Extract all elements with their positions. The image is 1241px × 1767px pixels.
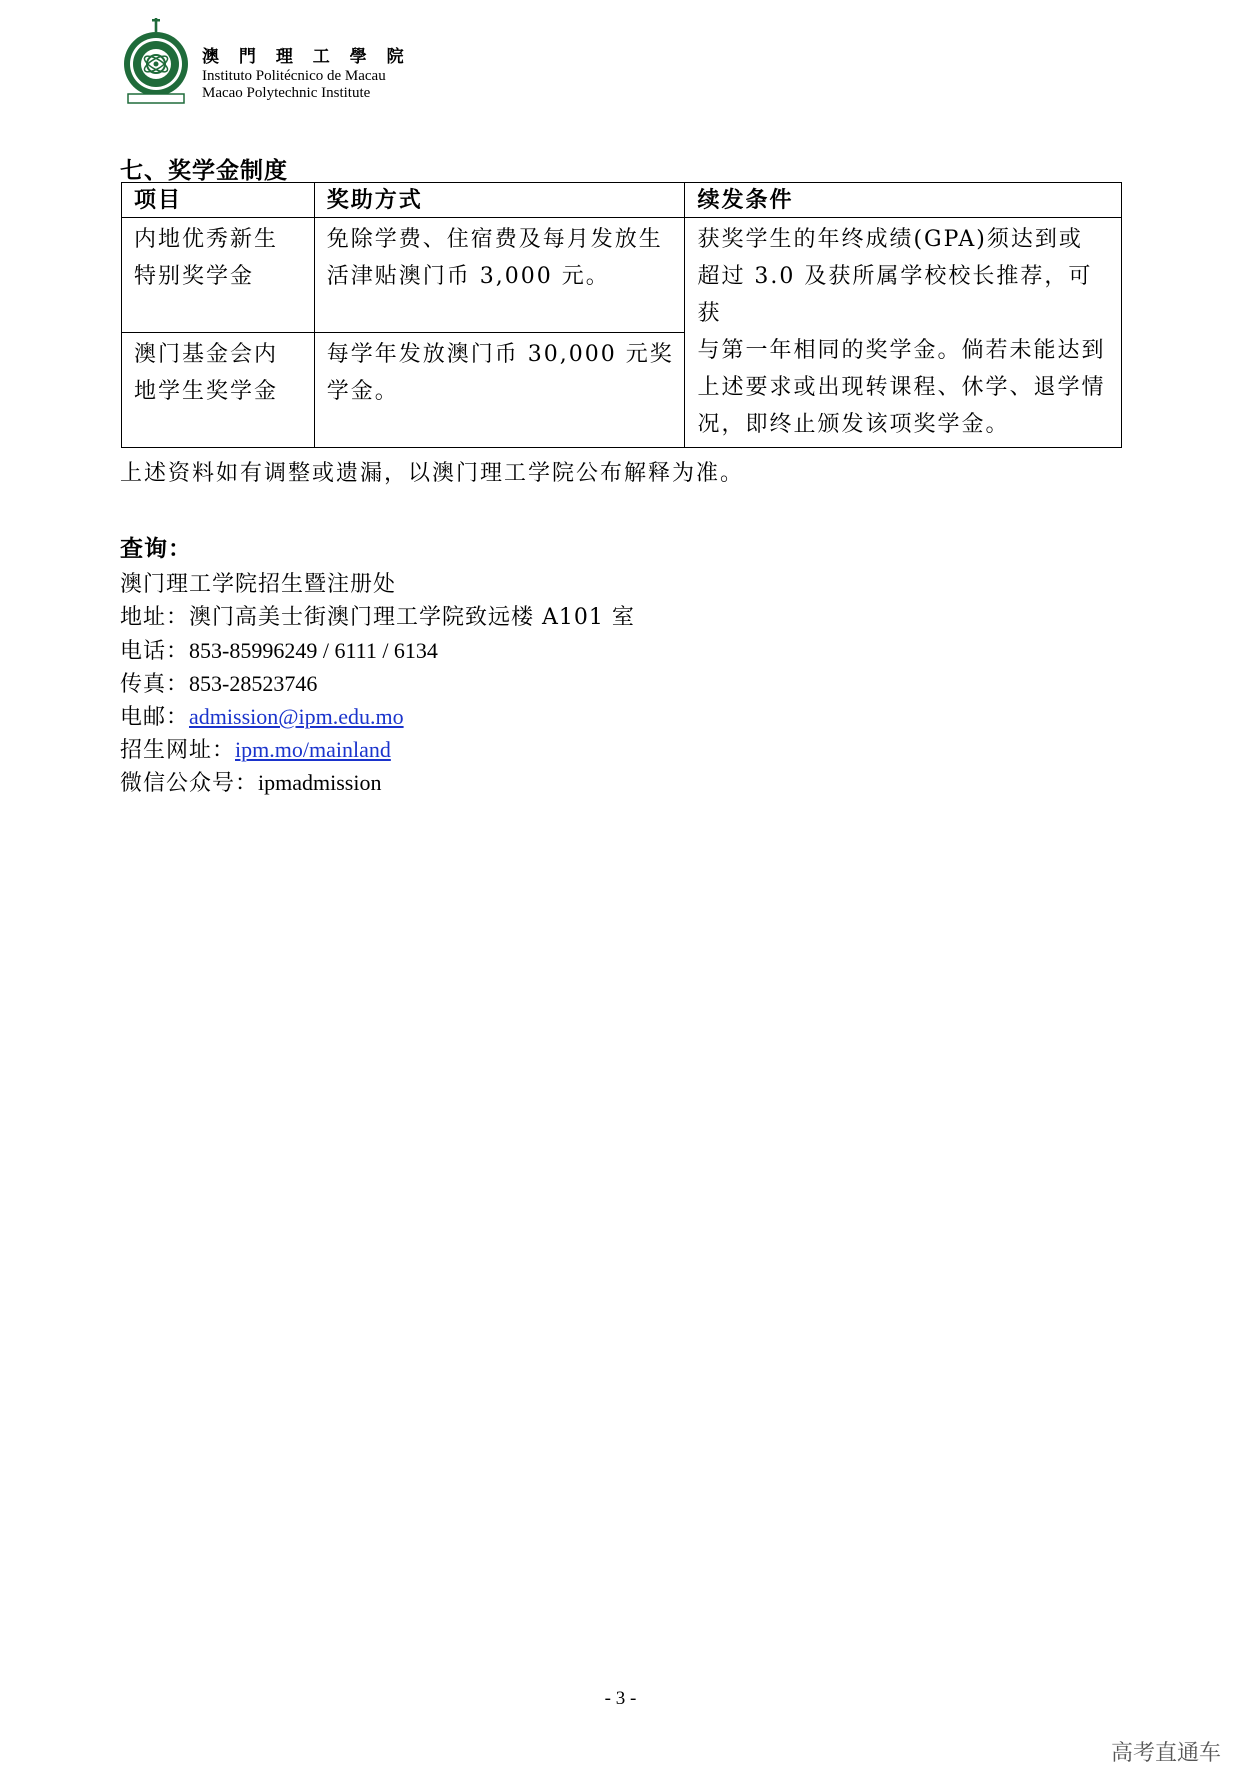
scholarship-method-cell: [314, 333, 685, 448]
table-header-row: [122, 183, 1122, 218]
item-text-line: 特别奖学金: [134, 264, 255, 289]
email-link[interactable]: admission@ipm.edu.mo: [189, 704, 404, 729]
item-text-line: 内地优秀新生: [134, 227, 279, 252]
condition-text-line: 况，即终止颁发该项奖学金。: [697, 412, 1010, 437]
condition-text-line: 与第一年相同的奖学金。倘若未能达到: [697, 338, 1106, 363]
institute-name-block: [202, 46, 411, 102]
item-text-line: 地学生奖学金: [134, 379, 279, 404]
disclaimer-note: 上述资料如有调整或遗漏，以澳门理工学院公布解释为准。: [120, 461, 745, 486]
method-text-line: 免除学费、住宿费及每月发放生: [326, 227, 663, 252]
address-line: [120, 601, 635, 634]
address-label: 地址：: [120, 605, 190, 630]
scholarship-item-cell: [122, 218, 315, 333]
phone-line: [120, 634, 635, 667]
fax-label: 传真：: [120, 672, 190, 697]
website-line: [120, 733, 635, 766]
institute-name-en: Macao Polytechnic Institute: [202, 85, 371, 101]
method-text-line: 活津贴澳门币 3,000 元。: [326, 264, 610, 289]
renewal-condition-cell: [685, 218, 1122, 448]
website-link[interactable]: ipm.mo/mainland: [235, 737, 391, 762]
fax-value: 853-28523746: [189, 671, 318, 696]
method-text-line: 每学年发放澳门币 30,000 元奖: [326, 342, 674, 367]
condition-text-line: 上述要求或出现转课程、休学、退学情: [697, 375, 1106, 400]
item-text-line: 澳门基金会内: [134, 342, 279, 367]
column-header-method: 奖助方式: [314, 183, 685, 218]
method-text-line: 学金。: [326, 379, 399, 404]
email-label: 电邮：: [120, 705, 190, 730]
institute-name-pt: Instituto Politécnico de Macau: [202, 68, 386, 84]
watermark-text: 高考直通车: [1110, 1741, 1221, 1766]
scholarship-table: [121, 182, 1122, 448]
scholarship-section-title: 七、奖学金制度: [120, 157, 288, 184]
enquiry-title: 查询：: [120, 535, 192, 562]
page-number: - 3 -: [604, 1688, 637, 1709]
fax-line: [120, 667, 635, 700]
institute-name-zh: 澳 門 理 工 學 院: [202, 47, 411, 67]
institute-logo-icon: [120, 18, 192, 106]
column-header-condition: 续发条件: [685, 183, 1122, 218]
email-line: [120, 700, 635, 733]
wechat-label: 微信公众号：: [120, 771, 259, 796]
wechat-line: [120, 766, 635, 799]
condition-text-line: 获奖学生的年终成绩(GPA)须达到或: [697, 227, 1083, 252]
scholarship-method-cell: [314, 218, 685, 333]
table-row: [122, 218, 1122, 333]
scholarship-item-cell: [122, 333, 315, 448]
wechat-value: ipmadmission: [258, 770, 382, 795]
phone-value: 853-85996249 / 6111 / 6134: [189, 638, 438, 663]
office-name: 澳门理工学院招生暨注册处: [120, 572, 397, 597]
column-header-item: 项目: [122, 183, 315, 218]
website-label: 招生网址：: [120, 738, 236, 763]
phone-label: 电话：: [120, 639, 190, 664]
address-value: 澳门高美士街澳门理工学院致远楼 A101 室: [189, 605, 635, 630]
contact-block: [120, 568, 635, 799]
condition-text-line: 超过 3.0 及获所属学校校长推荐，可获: [697, 264, 1093, 326]
